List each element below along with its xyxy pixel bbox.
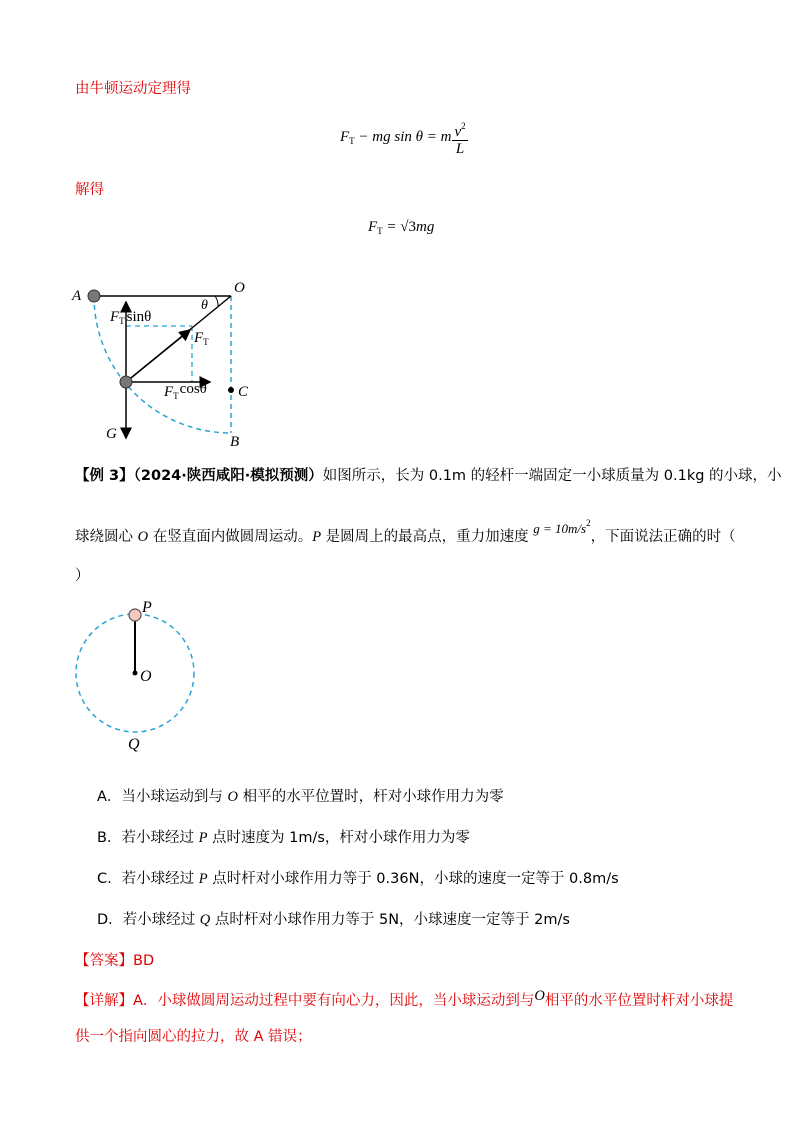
equation-newton: $F_T$ − mg sin θ = m $\frac{v^2}{L}$ — [340, 118, 469, 157]
equation-result: $F_T = √3mg$ — [368, 219, 435, 236]
label-o: O — [140, 668, 152, 685]
example-line-3: ） — [75, 568, 90, 584]
label-ft: $F_T$ — [194, 330, 209, 347]
detail-line-2: 供一个指向圆心的拉力，故 A 错误； — [75, 1029, 312, 1045]
arrow-ft — [126, 330, 190, 382]
label-ft-cos: $F_T\cos\theta$ — [164, 381, 207, 401]
label-b: B — [230, 434, 240, 447]
label-ft-sin: $F_T$ sinθ — [110, 309, 152, 326]
example-line-1: 【例 3】（2024·陕西咸阳·模拟预测）如图所示，长为 0.1m 的轻杆一端固定一小球质量为 0.1kg 的小球，小 — [75, 468, 782, 484]
ball-p — [129, 609, 141, 621]
detail-line-1: 【详解】A．小球做圆周运动过程中要有向心力，因此，当小球运动到与O相平的水平位置时杆对小球提 — [75, 988, 734, 1009]
circle-diagram — [60, 595, 210, 755]
example-line-2: 球绕圆心 O 在竖直面内做圆周运动。P 是圆周上的最高点，重力加速度 $g = 10m/s^2$，下面说法正确的时（ — [75, 518, 736, 545]
option-b[interactable]: B．若小球经过 P 点时速度为 1m/s，杆对小球作用力为零 — [97, 830, 470, 846]
label-o: O — [234, 280, 245, 296]
label-g: G — [106, 426, 117, 442]
label-theta: θ — [201, 298, 208, 313]
heading-solve: 解得 — [75, 182, 104, 198]
option-a[interactable]: A．当小球运动到与 O 相平的水平位置时，杆对小球作用力为零 — [97, 789, 504, 805]
label-p: P — [142, 599, 152, 616]
label-c: C — [238, 384, 249, 400]
label-q: Q — [128, 736, 140, 753]
label-a: A — [72, 288, 82, 304]
point-c — [228, 387, 234, 393]
ball-current — [120, 376, 132, 388]
center-o — [133, 671, 138, 676]
answer: 【答案】BD — [75, 953, 155, 969]
force-diagram — [60, 272, 280, 447]
option-d[interactable]: D．若小球经过 Q 点时杆对小球作用力等于 5N，小球速度一定等于 2m/s — [97, 912, 570, 928]
option-c[interactable]: C．若小球经过 P 点时杆对小球作用力等于 0.36N，小球的速度一定等于 0.8m/s — [97, 871, 619, 887]
ball-a — [88, 290, 100, 302]
heading-newton: 由牛顿运动定理得 — [75, 81, 191, 97]
